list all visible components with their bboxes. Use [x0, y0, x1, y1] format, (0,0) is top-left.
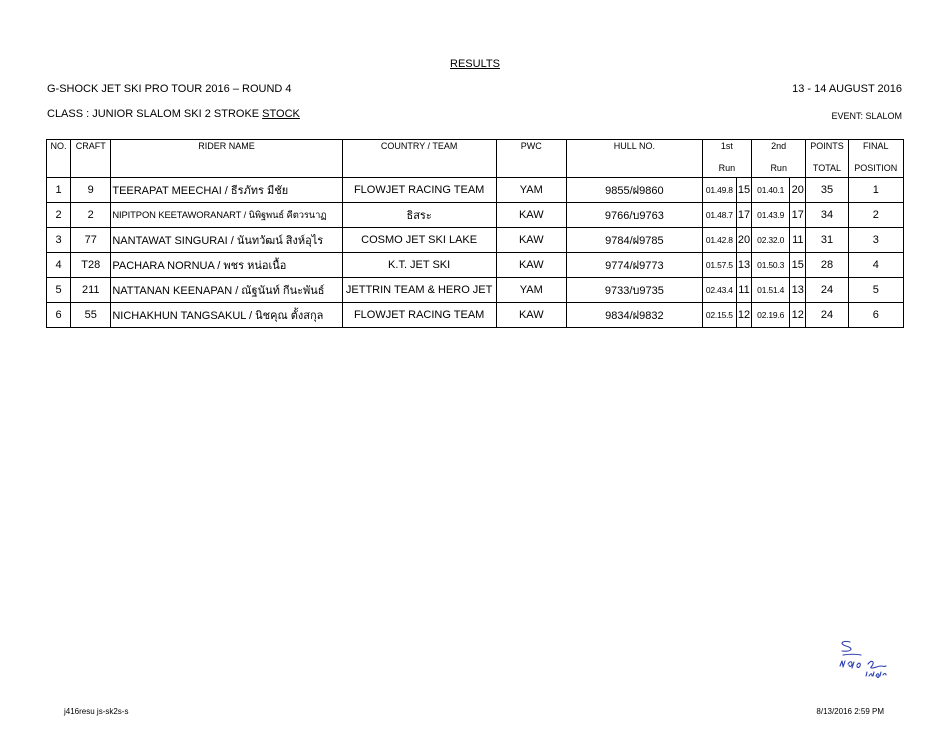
cell-run1-time: 01.49.8: [702, 178, 736, 203]
col-craft-cont: [71, 159, 111, 178]
cell-no: 6: [47, 303, 71, 328]
cell-pwc: KAW: [496, 303, 566, 328]
class-prefix: CLASS : JUNIOR SLALOM SKI 2 STROKE: [47, 108, 263, 120]
cell-run2-time: 01.43.9: [752, 203, 790, 228]
cell-craft: 55: [71, 303, 111, 328]
cell-no: 2: [47, 203, 71, 228]
event-title: G-SHOCK JET SKI PRO TOUR 2016 – ROUND 4: [47, 83, 292, 95]
cell-pwc: YAM: [496, 178, 566, 203]
cell-run1-time: 01.48.7: [702, 203, 736, 228]
cell-run2-time: 01.40.1: [752, 178, 790, 203]
cell-no: 3: [47, 228, 71, 253]
cell-hull: 9784/ฝ9785: [566, 228, 702, 253]
cell-rider: NATTANAN KEENAPAN / ณัฐนันท์ กีนะพันธ์: [111, 278, 342, 303]
cell-pwc: KAW: [496, 203, 566, 228]
col-rider-cont: [111, 159, 342, 178]
cell-run1-time: 02.15.5: [702, 303, 736, 328]
cell-run2-points: 11: [790, 228, 806, 253]
cell-craft: 77: [71, 228, 111, 253]
table-row: [47, 303, 904, 328]
col-final-sub: POSITION: [848, 159, 903, 178]
col-no: NO.: [47, 140, 71, 160]
col-run2: 2nd: [752, 140, 806, 160]
cell-run1-time: 02.43.4: [702, 278, 736, 303]
cell-run2-points: 12: [790, 303, 806, 328]
cell-pwc: KAW: [496, 253, 566, 278]
col-points: POINTS: [806, 140, 848, 160]
cell-run2-points: 15: [790, 253, 806, 278]
cell-craft: 2: [71, 203, 111, 228]
results-title: RESULTS: [450, 58, 500, 70]
table-row: [47, 253, 904, 278]
cell-craft: T28: [71, 253, 111, 278]
col-final: FINAL: [848, 140, 903, 160]
cell-run2-time: 02.19.6: [752, 303, 790, 328]
cell-position: 2: [848, 203, 903, 228]
cell-run1-points: 20: [736, 228, 751, 253]
cell-total: 35: [806, 178, 848, 203]
cell-hull: 9766/บ9763: [566, 203, 702, 228]
col-rider: RIDER NAME: [111, 140, 342, 160]
table-row: [47, 228, 904, 253]
col-country-cont: [342, 159, 496, 178]
table-row: [47, 278, 904, 303]
cell-run1-time: 01.42.8: [702, 228, 736, 253]
cell-pwc: KAW: [496, 228, 566, 253]
event-type: EVENT: SLALOM: [831, 111, 902, 121]
cell-run1-points: 13: [736, 253, 751, 278]
cell-total: 24: [806, 303, 848, 328]
cell-hull: 9855/ฝ9860: [566, 178, 702, 203]
col-pwc-cont: [496, 159, 566, 178]
cell-run2-time: 01.51.4: [752, 278, 790, 303]
cell-total: 24: [806, 278, 848, 303]
cell-run1-time: 01.57.5: [702, 253, 736, 278]
col-run1: 1st: [702, 140, 751, 160]
cell-position: 1: [848, 178, 903, 203]
cell-rider: TEERAPAT MEECHAI / ธีรภัทร มีชัย: [111, 178, 342, 203]
cell-hull: 9834/ฝ9832: [566, 303, 702, 328]
cell-run1-points: 17: [736, 203, 751, 228]
cell-position: 6: [848, 303, 903, 328]
results-table: [46, 139, 904, 328]
col-country: COUNTRY / TEAM: [342, 140, 496, 160]
handwritten-signature: [830, 636, 894, 690]
cell-run1-points: 15: [736, 178, 751, 203]
cell-run1-points: 11: [736, 278, 751, 303]
cell-total: 31: [806, 228, 848, 253]
table-row: [47, 203, 904, 228]
cell-position: 4: [848, 253, 903, 278]
cell-run1-points: 12: [736, 303, 751, 328]
col-pwc: PWC: [496, 140, 566, 160]
cell-run2-points: 20: [790, 178, 806, 203]
col-no-cont: [47, 159, 71, 178]
cell-total: 28: [806, 253, 848, 278]
cell-hull: 9733/บ9735: [566, 278, 702, 303]
col-hull-cont: [566, 159, 702, 178]
footer-timestamp: 8/13/2016 2:59 PM: [816, 707, 884, 716]
cell-rider: PACHARA NORNUA / พชร หน่อเนื้อ: [111, 253, 342, 278]
col-run2-sub: Run: [752, 159, 806, 178]
cell-pwc: YAM: [496, 278, 566, 303]
cell-team: FLOWJET RACING TEAM: [342, 178, 496, 203]
cell-run2-time: 02.32.0: [752, 228, 790, 253]
cell-position: 5: [848, 278, 903, 303]
cell-run2-time: 01.50.3: [752, 253, 790, 278]
cell-no: 1: [47, 178, 71, 203]
cell-total: 34: [806, 203, 848, 228]
cell-craft: 9: [71, 178, 111, 203]
table-row: [47, 178, 904, 203]
cell-craft: 211: [71, 278, 111, 303]
cell-team: FLOWJET RACING TEAM: [342, 303, 496, 328]
cell-team: K.T. JET SKI: [342, 253, 496, 278]
cell-run2-points: 13: [790, 278, 806, 303]
cell-hull: 9774/ฝ9773: [566, 253, 702, 278]
class-suffix: STOCK: [262, 108, 300, 120]
cell-team: COSMO JET SKI LAKE: [342, 228, 496, 253]
footer-file-code: j416resu js-sk2s-s: [64, 707, 129, 716]
col-points-sub: TOTAL: [806, 159, 848, 178]
cell-run2-points: 17: [790, 203, 806, 228]
col-hull: HULL NO.: [566, 140, 702, 160]
cell-no: 4: [47, 253, 71, 278]
cell-team: JETTRIN TEAM & HERO JET: [342, 278, 496, 303]
col-craft: CRAFT: [71, 140, 111, 160]
cell-team: ธิสระ: [342, 203, 496, 228]
cell-no: 5: [47, 278, 71, 303]
cell-position: 3: [848, 228, 903, 253]
cell-rider: NIPITPON KEETAWORANART / นิพิฐพนธ์ คีตวรนาฏ: [111, 203, 342, 228]
event-date: 13 - 14 AUGUST 2016: [792, 83, 902, 95]
class-line: [47, 108, 300, 120]
cell-rider: NICHAKHUN TANGSAKUL / นิชคุณ ตั้งสกุล: [111, 303, 342, 328]
cell-rider: NANTAWAT SINGURAI / นันทวัฒน์ สิงห์อุไร: [111, 228, 342, 253]
col-run1-sub: Run: [702, 159, 751, 178]
